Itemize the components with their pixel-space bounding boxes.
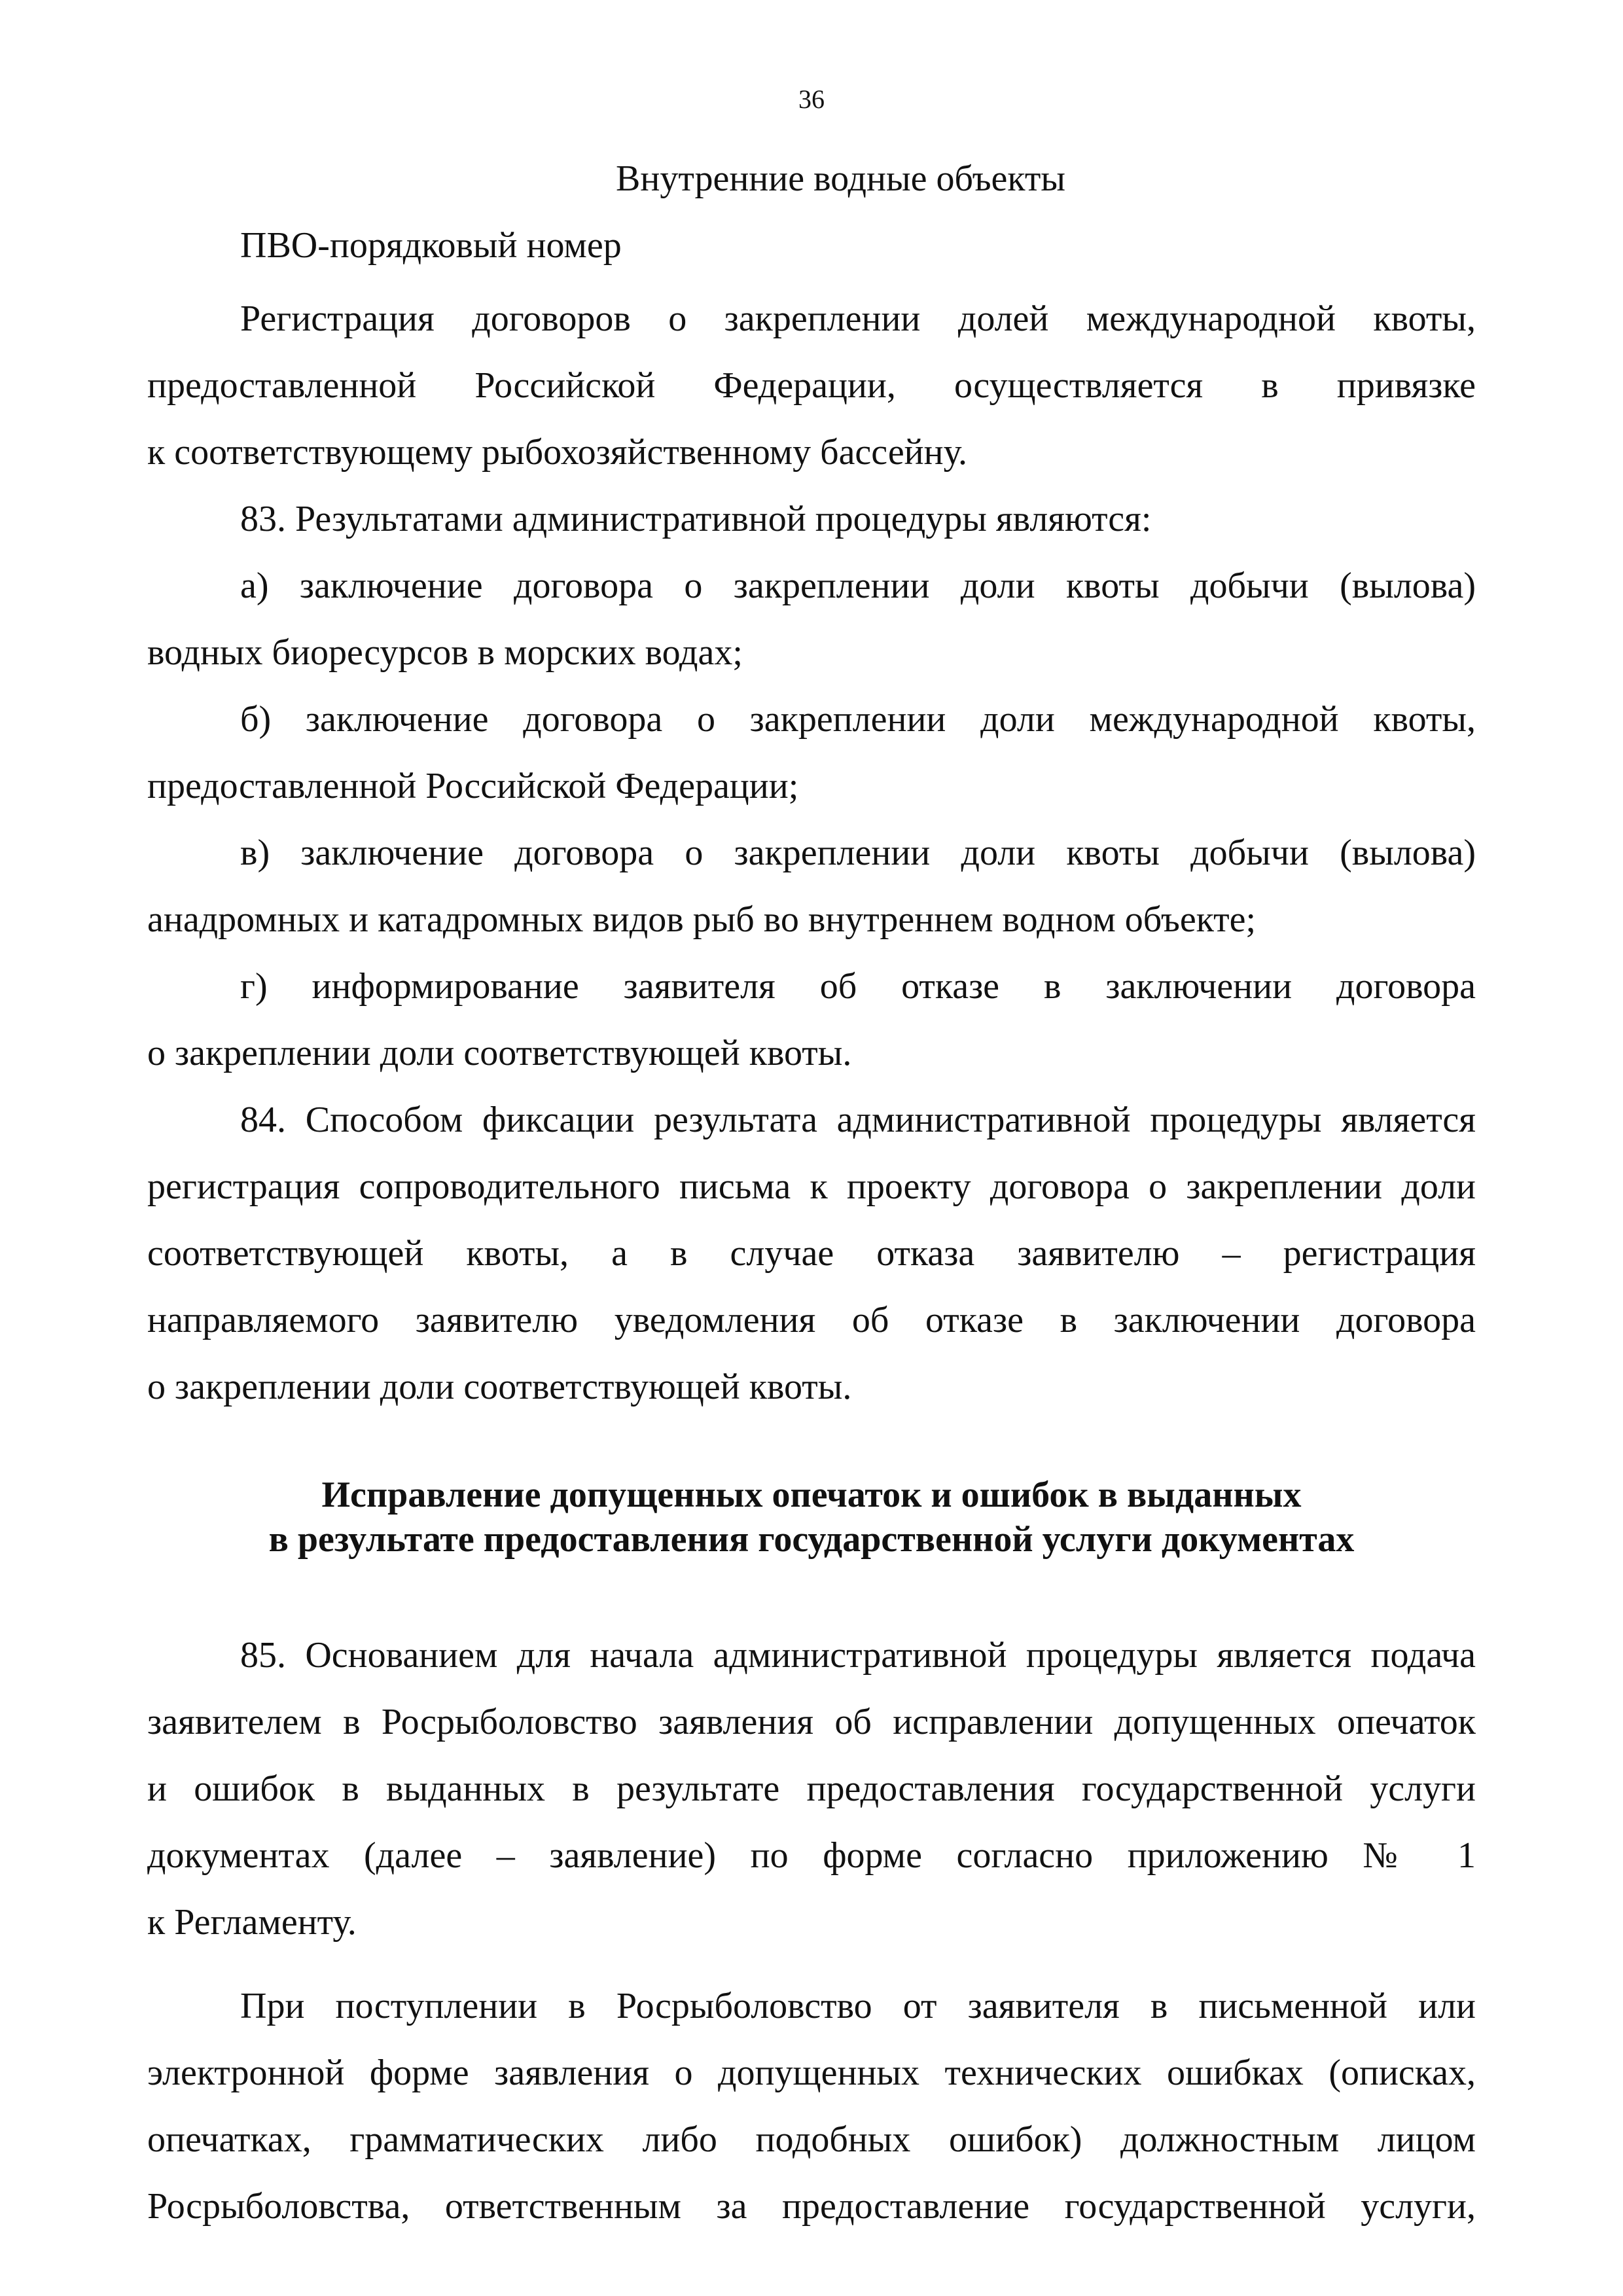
list-item-b xyxy=(147,686,1476,819)
paragraph-receipt xyxy=(147,1973,1476,2240)
paragraph-line: регистрация сопроводительного письма к проекту договора о закреплении доли xyxy=(147,1166,1476,1207)
paragraph-84 xyxy=(147,1086,1476,1420)
paragraph-line: Росрыболовства, ответственным за предоставление государственной услуги, xyxy=(147,2186,1476,2227)
paragraph-line: к Регламенту. xyxy=(147,1902,357,1943)
paragraph-line: о закреплении доли соответствующей квоты. xyxy=(147,1367,852,1407)
paragraph-line: предоставленной Российской Федерации; xyxy=(147,766,799,806)
section-heading-corrections xyxy=(147,1473,1476,1562)
paragraph-line: Регистрация договоров о закреплении долей международной квоты, xyxy=(240,298,1476,339)
paragraph-line: к соответствующему рыбохозяйственному бассейну. xyxy=(147,432,967,473)
page-number: 36 xyxy=(798,84,825,114)
heading-line: в результате предоставления государственной услуги документах xyxy=(268,1519,1355,1560)
list-item-a xyxy=(147,552,1476,686)
paragraph-line: При поступлении в Росрыболовство от заявителя в письменной или xyxy=(240,1986,1476,2026)
paragraph-line: водных биоресурсов в морских водах; xyxy=(147,632,743,673)
paragraph-line: опечатках, грамматических либо подобных ошибок) должностным лицом xyxy=(147,2119,1476,2160)
paragraph-registration xyxy=(147,285,1476,486)
paragraph-line: а) заключение договора о закреплении доли квоты добычи (вылова) xyxy=(240,565,1476,606)
heading-line: Исправление допущенных опечаток и ошибок в выданных xyxy=(321,1475,1302,1515)
list-item-g xyxy=(147,953,1476,1086)
paragraph-line: направляемого заявителю уведомления об отказе в заключении договора xyxy=(147,1300,1476,1340)
paragraph-83-intro: 83. Результатами административной процедуры являются: xyxy=(240,499,1152,539)
pvo-label: ПВО-порядковый номер xyxy=(240,225,622,266)
paragraph-line: заявителем в Росрыболовство заявления об исправлении допущенных опечаток xyxy=(147,1702,1476,1742)
list-item-v xyxy=(147,819,1476,953)
section-title-inland: Внутренние водные объекты xyxy=(616,158,1065,199)
paragraph-line: документах (далее – заявление) по форме согласно приложению № 1 xyxy=(147,1835,1476,1876)
page-content xyxy=(147,145,1476,2240)
paragraph-line: 85. Основанием для начала административной процедуры является подача xyxy=(240,1635,1476,1676)
paragraph-line: в) заключение договора о закреплении доли квоты добычи (вылова) xyxy=(240,833,1476,873)
paragraph-line: о закреплении доли соответствующей квоты. xyxy=(147,1033,852,1073)
paragraph-85 xyxy=(147,1622,1476,1956)
paragraph-line: 84. Способом фиксации результата административной процедуры является xyxy=(240,1100,1476,1140)
paragraph-line: электронной форме заявления о допущенных технических ошибках (описках, xyxy=(147,2053,1476,2093)
paragraph-line: соответствующей квоты, а в случае отказа заявителю – регистрация xyxy=(147,1233,1476,1274)
paragraph-line: анадромных и катадромных видов рыб во внутреннем водном объекте; xyxy=(147,899,1257,940)
paragraph-line: б) заключение договора о закреплении доли международной квоты, xyxy=(240,699,1476,740)
paragraph-line: предоставленной Российской Федерации, осуществляется в привязке xyxy=(147,365,1476,406)
paragraph-line: и ошибок в выданных в результате предоставления государственной услуги xyxy=(147,1768,1476,1809)
paragraph-line: г) информирование заявителя об отказе в заключении договора xyxy=(240,966,1476,1007)
